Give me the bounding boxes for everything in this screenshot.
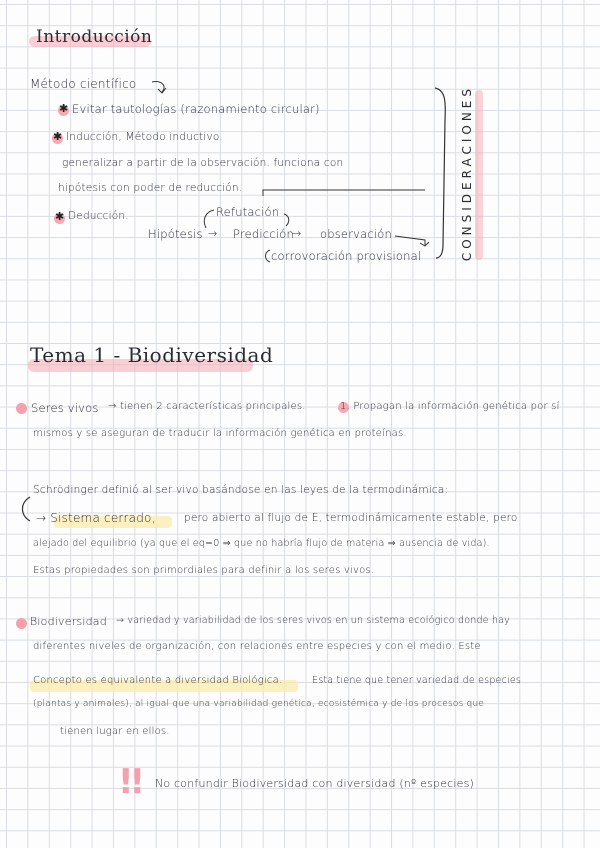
flow-hipotesis: Hipótesis bbox=[148, 227, 203, 241]
schro-line-4: Estas propiedades son primordiales para definir a los seres vivos. bbox=[33, 565, 375, 576]
flow-observacion: observación bbox=[320, 227, 393, 241]
flow-arrow: → bbox=[292, 227, 302, 240]
bio-desc-4: (plantas y animales), al igual que una variabilidad genética, ecosistémica y de los procesos que bbox=[33, 699, 485, 709]
consideraciones-label: CONSIDERACIONES bbox=[460, 85, 474, 262]
seres-vivos-label: Seres vivos bbox=[31, 401, 99, 415]
metodo-label: Método científico bbox=[30, 77, 137, 91]
bullet-dot bbox=[16, 618, 27, 629]
asterisk-icon: ✱ bbox=[55, 210, 65, 223]
intro-title: Introducción bbox=[36, 27, 153, 47]
tema-title: Tema 1 - Biodiversidad bbox=[30, 343, 274, 367]
schro-line-1: Schrödinger definió al ser vivo basándose en las leyes de la termodinámica: bbox=[33, 484, 449, 496]
bio-desc-3b: Esta tiene que tener variedad de especies bbox=[312, 675, 522, 686]
bullet-deduccion: Deducción. bbox=[68, 210, 129, 222]
schro-line-2: pero abierto al flujo de E, termodinámicamente estable, pero bbox=[184, 512, 518, 524]
warning-icon: !! bbox=[118, 762, 142, 802]
flow-arrow: → bbox=[208, 227, 218, 240]
induccion-desc-2: hipótesis con poder de reducción. bbox=[58, 182, 243, 194]
flow-prediccion: Predicción bbox=[233, 227, 294, 241]
flow-refutacion: Refutación bbox=[216, 205, 280, 219]
induccion-desc-1: generalizar a partir de la observación. funciona con bbox=[62, 157, 344, 169]
bullet-induccion: Inducción, Método inductivo. bbox=[66, 131, 223, 143]
bio-desc-3a: Concepto es equivalente a diversidad Biológica. bbox=[33, 675, 283, 686]
seres-prop-1: 1. Propagan la información genética por sí bbox=[340, 401, 560, 412]
bio-desc-1: → variedad y variabilidad de los seres vivos en un sistema ecológico donde hay bbox=[116, 615, 511, 626]
seres-desc: → tienen 2 características principales. bbox=[108, 401, 306, 412]
flow-corroboracion: corrovoración provisional bbox=[271, 249, 422, 263]
asterisk-icon: ✱ bbox=[53, 130, 63, 143]
warning-note: No confundir Biodiversidad con diversidad (nº especies) bbox=[155, 777, 475, 790]
asterisk-icon: ✱ bbox=[59, 102, 69, 115]
biodiversidad-label: Biodiversidad bbox=[30, 615, 107, 628]
schro-line-3: alejado del equilibrio (ya que el eq=0 ⇒ que no habría flujo de materia ⇒ ausencia de vida). bbox=[33, 538, 490, 549]
bio-desc-5: tienen lugar en ellos. bbox=[60, 726, 170, 737]
bullet-tautologias: Evitar tautologías (razonamiento circular) bbox=[72, 102, 320, 116]
bio-desc-2: diferentes niveles de organización, con relaciones entre especies y con el medio. Este bbox=[33, 641, 481, 652]
seres-desc-2: mismos y se aseguran de traducir la información genética en proteínas. bbox=[33, 428, 407, 439]
sistema-cerrado: → Sistema cerrado, bbox=[36, 511, 156, 525]
